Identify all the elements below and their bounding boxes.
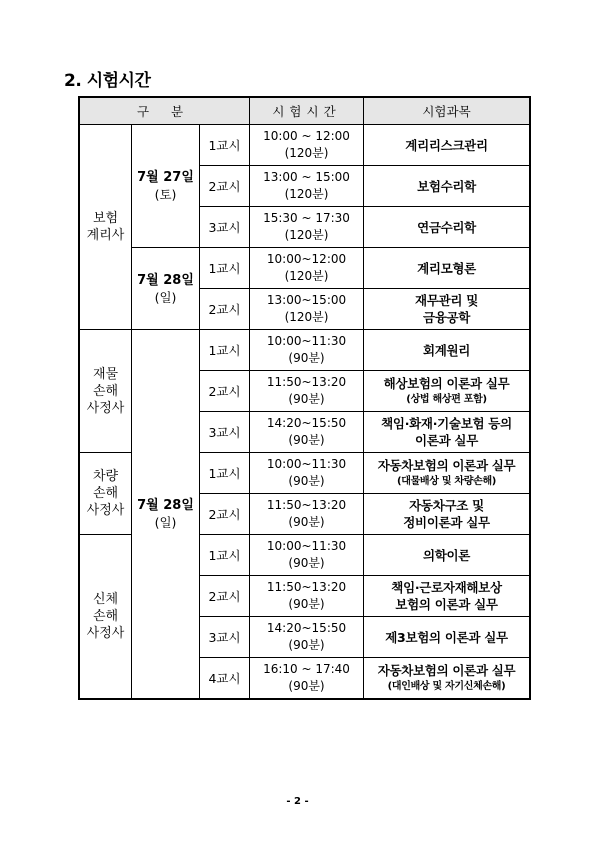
subject-line: 금융공학 [422, 310, 471, 325]
period-cell: 3교시 [200, 207, 250, 248]
subject-line: 자동차보험의 이론과 실무 [377, 458, 516, 473]
category-line: 사정사 [86, 626, 125, 641]
subject-cell [364, 207, 530, 248]
period-cell: 3교시 [200, 617, 250, 658]
category-cell [80, 330, 132, 453]
time-range: 13:00 ~ 15:00 [263, 170, 350, 184]
time-range: 14:20~15:50 [266, 621, 347, 635]
time-cell [250, 576, 364, 617]
time-cell [250, 617, 364, 658]
subject-line: 연금수리학 [417, 219, 476, 235]
period-cell: 2교시 [200, 289, 250, 330]
time-duration: (120분) [284, 146, 329, 160]
category-line: 차량 [92, 469, 119, 484]
time-duration: (120분) [284, 228, 329, 242]
period-cell: 1교시 [200, 453, 250, 494]
date-cell [132, 248, 200, 330]
subject-cell [364, 125, 530, 166]
time-range: 11:50~13:20 [266, 375, 347, 389]
subject-line: 보험의 이론과 실무 [395, 597, 498, 612]
time-duration: (120분) [284, 187, 329, 201]
subject-line: 제3보험의 이론과 실무 [385, 629, 508, 645]
category-line: 사정사 [86, 400, 125, 416]
table-row [80, 125, 530, 166]
subject-note: (대물배상 및 차량손해) [396, 476, 497, 487]
subject-line: 정비이론과 실무 [403, 515, 490, 530]
exam-day: (일) [154, 515, 177, 530]
time-cell [250, 166, 364, 207]
category-line: 손해 [92, 486, 119, 501]
time-duration: (90분) [288, 679, 325, 693]
period-cell: 1교시 [200, 125, 250, 166]
category-line: 손해 [92, 609, 119, 624]
date-cell [132, 330, 200, 699]
header-time: 시험시간 [250, 98, 364, 125]
subject-cell [364, 535, 530, 576]
time-cell [250, 207, 364, 248]
time-cell [250, 412, 364, 453]
period-cell: 2교시 [200, 166, 250, 207]
time-cell [250, 494, 364, 535]
time-range: 10:00~12:00 [266, 252, 347, 266]
page-number: - 2 - [286, 796, 309, 807]
time-duration: (90분) [288, 638, 325, 652]
category-cell [80, 125, 132, 330]
subject-line: 해상보험의 이론과 실무 [383, 376, 510, 391]
category-line: 신체 [92, 592, 119, 607]
date-cell [132, 125, 200, 248]
time-duration: (90분) [288, 474, 325, 488]
subject-cell [364, 412, 530, 453]
subject-cell [364, 248, 530, 289]
time-range: 14:20~15:50 [266, 416, 347, 430]
time-duration: (120분) [284, 269, 329, 283]
period-cell: 3교시 [200, 412, 250, 453]
table-row [80, 330, 530, 371]
time-duration: (90분) [288, 351, 325, 365]
subject-line: 보험수리학 [417, 178, 476, 194]
time-duration: (90분) [288, 392, 325, 406]
table-row [80, 248, 530, 289]
subject-note: (상법 해상편 포함) [406, 394, 487, 405]
subject-line: 자동차보험의 이론과 실무 [377, 663, 516, 678]
time-duration: (90분) [288, 597, 325, 611]
time-cell [250, 330, 364, 371]
subject-line: 계리리스크관리 [405, 137, 488, 153]
subject-line: 계리모형론 [417, 260, 476, 276]
subject-cell [364, 494, 530, 535]
subject-line: 책임·화재·기술보험 등의 [381, 416, 512, 431]
subject-cell [364, 658, 530, 699]
period-cell: 2교시 [200, 576, 250, 617]
subject-cell [364, 576, 530, 617]
time-cell [250, 453, 364, 494]
category-line: 재물 [92, 366, 119, 382]
period-cell: 4교시 [200, 658, 250, 699]
subject-line: 의학이론 [422, 547, 471, 563]
subject-line: 책임·근로자재해보상 [391, 580, 502, 595]
exam-day: (일) [154, 289, 177, 305]
time-range: 10:00~11:30 [266, 334, 347, 348]
time-range: 11:50~13:20 [266, 580, 347, 594]
subject-cell [364, 330, 530, 371]
time-range: 10:00~11:30 [266, 539, 347, 553]
subject-line: 재무관리 및 [415, 293, 478, 308]
time-cell [250, 658, 364, 699]
period-cell: 2교시 [200, 371, 250, 412]
category-line: 사정사 [86, 503, 125, 518]
period-cell: 1교시 [200, 330, 250, 371]
time-range: 10:00~11:30 [266, 457, 347, 471]
exam-date: 7월 27일 [137, 170, 194, 185]
subject-cell [364, 166, 530, 207]
subject-line: 이론과 실무 [415, 433, 478, 448]
time-cell [250, 289, 364, 330]
exam-date: 7월 28일 [137, 498, 194, 513]
time-range: 11:50~13:20 [266, 498, 347, 512]
category-line: 계리사 [86, 228, 125, 243]
section-heading: 2. 시험시간 [64, 71, 151, 91]
period-cell: 2교시 [200, 494, 250, 535]
time-duration: (90분) [288, 433, 325, 447]
period-cell: 1교시 [200, 535, 250, 576]
category-line: 보험 [92, 211, 119, 226]
time-cell [250, 371, 364, 412]
category-cell [80, 453, 132, 535]
table-header-row [80, 98, 530, 125]
subject-cell [364, 617, 530, 658]
time-cell [250, 248, 364, 289]
subject-cell [364, 371, 530, 412]
time-cell [250, 535, 364, 576]
time-range: 10:00 ~ 12:00 [263, 129, 350, 143]
subject-line: 회계원리 [422, 342, 471, 358]
exam-day: (토) [154, 187, 177, 202]
header-category: 구 분 [80, 98, 250, 125]
header-subject: 시험과목 [364, 98, 530, 125]
period-cell: 1교시 [200, 248, 250, 289]
category-line: 손해 [92, 383, 119, 399]
time-duration: (120분) [284, 310, 329, 324]
time-range: 13:00~15:00 [266, 293, 347, 307]
category-cell [80, 535, 132, 699]
subject-note: (대인배상 및 자기신체손해) [387, 681, 506, 692]
exam-schedule-table [79, 97, 530, 699]
time-range: 15:30 ~ 17:30 [263, 211, 350, 225]
subject-cell [364, 453, 530, 494]
time-duration: (90분) [288, 556, 325, 570]
time-duration: (90분) [288, 515, 325, 529]
subject-cell [364, 289, 530, 330]
subject-line: 자동차구조 및 [409, 498, 484, 513]
time-cell [250, 125, 364, 166]
exam-date: 7월 28일 [137, 272, 194, 288]
time-range: 16:10 ~ 17:40 [263, 662, 350, 676]
